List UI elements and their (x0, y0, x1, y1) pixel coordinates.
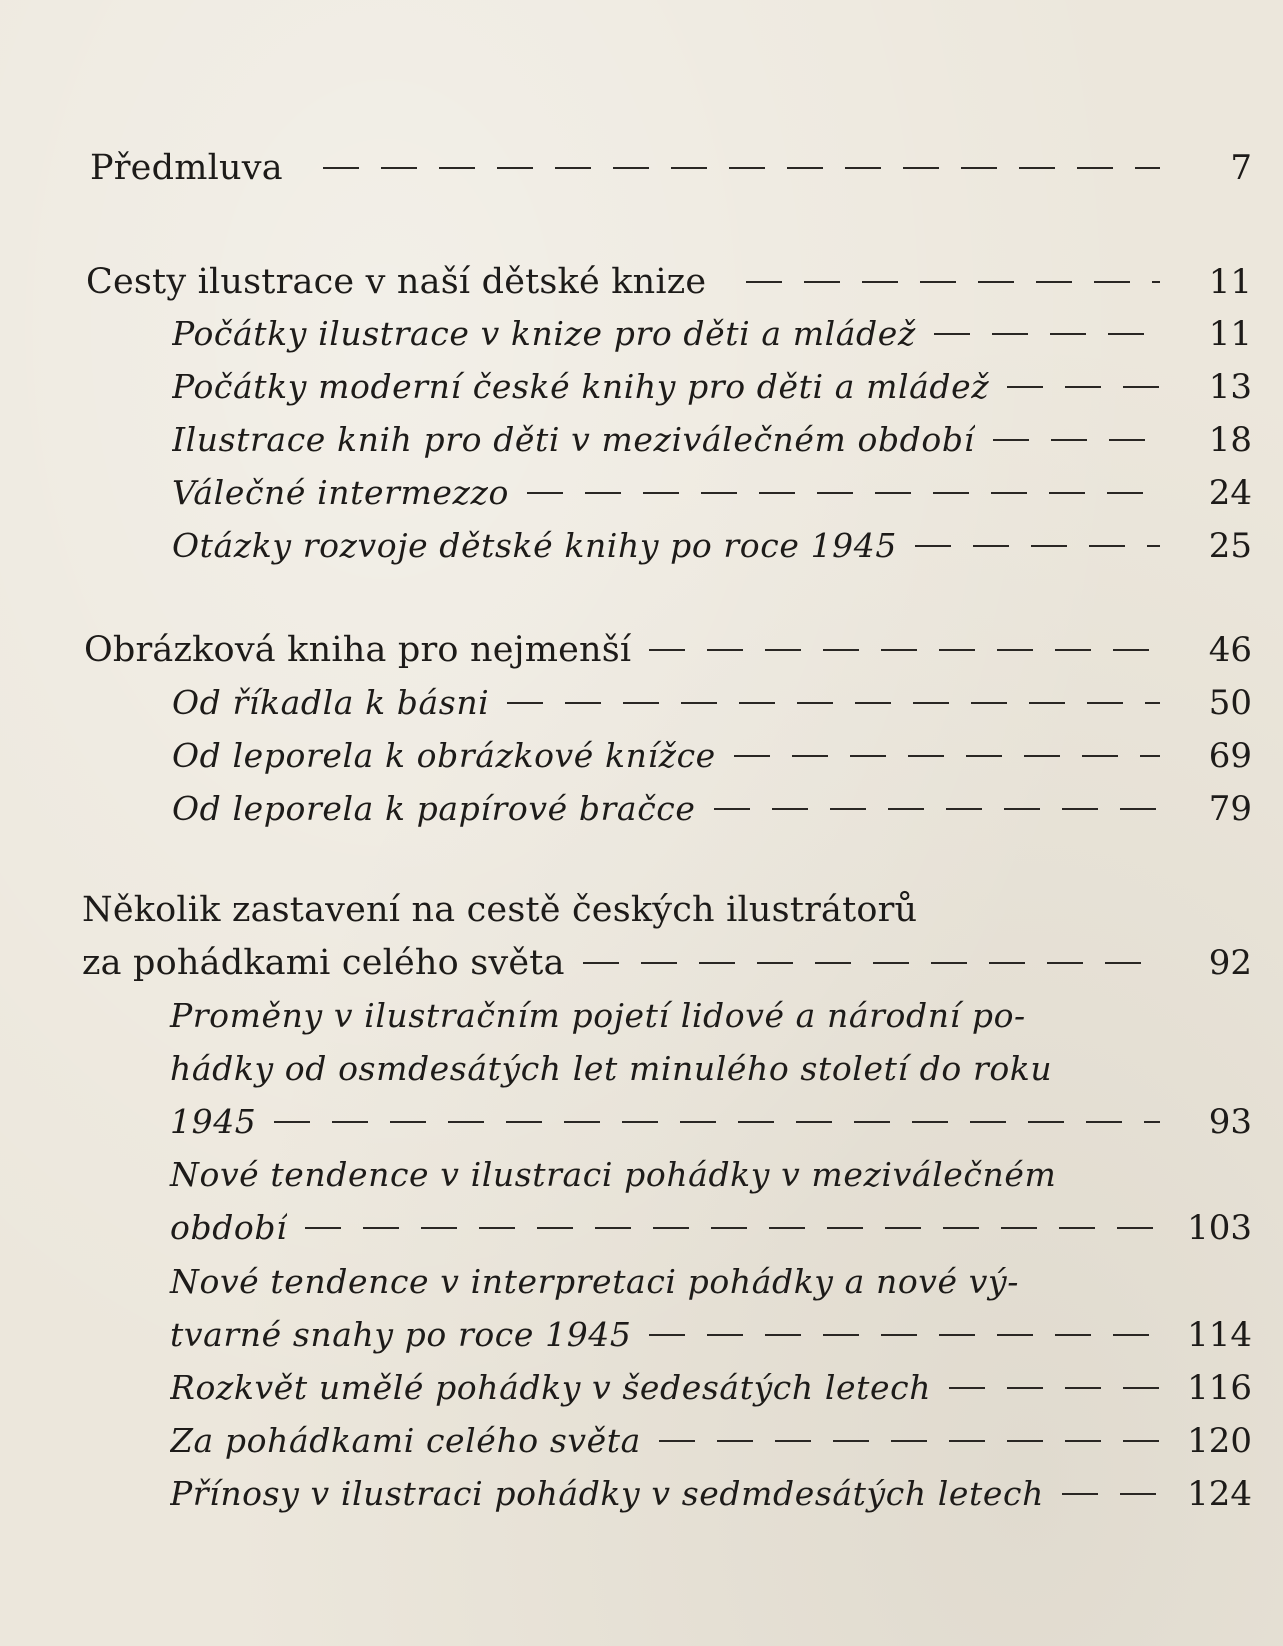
toc-item (170, 1315, 1252, 1355)
leader-dashes (323, 167, 1160, 170)
leader-dashes (274, 1121, 1160, 1124)
toc-page-number: 92 (1208, 943, 1252, 983)
toc-page-number: 124 (1187, 1474, 1252, 1514)
leader-dashes (993, 439, 1160, 442)
toc-section-2 (84, 630, 1252, 670)
leader-dashes (746, 281, 1160, 284)
leader-dashes (1062, 1493, 1160, 1496)
toc-entry-title: Od říkadla k básni (172, 683, 490, 722)
leader-dashes (659, 1440, 1160, 1443)
leader-dashes (649, 649, 1160, 652)
toc-page-number: 116 (1187, 1368, 1252, 1408)
toc-page-number: 50 (1208, 683, 1252, 723)
leader-dashes (527, 492, 1160, 495)
toc-item (172, 683, 1252, 723)
leader-dashes (583, 962, 1160, 965)
toc-item (170, 1208, 1252, 1248)
toc-section-1 (86, 262, 1252, 302)
toc-section-3 (82, 943, 1252, 983)
toc-item (170, 1421, 1252, 1461)
toc-entry-title: Za pohádkami celého světa (170, 1421, 641, 1460)
toc-page-number: 69 (1208, 736, 1252, 776)
toc-page-number: 11 (1208, 262, 1252, 302)
toc-entry-title: Přínosy v ilustraci pohádky v sedmdesátých letech (170, 1474, 1044, 1513)
toc-entry-title: Otázky rozvoje dětské knihy po roce 1945 (172, 526, 897, 565)
leader-dashes (934, 333, 1160, 336)
toc-entry-title: Počátky moderní české knihy pro děti a mládež (172, 367, 990, 406)
toc-item (170, 1474, 1252, 1514)
toc-item-line: Nové tendence v interpretaci pohádky a nové vý- (170, 1262, 1020, 1301)
toc-item (172, 314, 1252, 354)
toc-item (172, 789, 1252, 829)
toc-item (172, 736, 1252, 776)
toc-page-number: 13 (1208, 367, 1252, 407)
toc-item-line: Nové tendence v ilustraci pohádky v meziválečném (170, 1155, 1057, 1194)
toc-page-number: 7 (1230, 148, 1252, 188)
toc-item-line: Proměny v ilustračním pojetí lidové a národní po- (170, 996, 1026, 1035)
toc-entry-title: Obrázková kniha pro nejmenší (84, 630, 632, 670)
toc-page-number: 103 (1187, 1208, 1252, 1248)
toc-entry-title: Ilustrace knih pro děti v meziválečném období (172, 420, 975, 459)
leader-dashes (915, 545, 1160, 548)
toc-section-3-title-line1: Několik zastavení na cestě českých ilustrátorů (82, 890, 918, 930)
toc-entry-title: období (170, 1208, 288, 1247)
toc-entry-title: Předmluva (90, 148, 283, 188)
toc-entry-title: Válečné intermezzo (172, 473, 509, 512)
toc-item (172, 367, 1252, 407)
leader-dashes (1007, 386, 1160, 389)
toc-page-number: 24 (1208, 473, 1252, 513)
toc-entry-title: tvarné snahy po roce 1945 (170, 1315, 632, 1354)
toc-entry-title: 1945 (170, 1102, 257, 1141)
toc-entry-title: Od leporela k obrázkové knížce (172, 736, 716, 775)
toc-page-number: 120 (1187, 1421, 1252, 1461)
toc-entry-title: Počátky ilustrace v knize pro děti a mládež (172, 314, 916, 353)
leader-dashes (714, 808, 1160, 811)
leader-dashes (507, 702, 1160, 705)
leader-dashes (949, 1387, 1160, 1390)
toc-item (172, 420, 1252, 460)
toc-page-number: 18 (1208, 420, 1252, 460)
toc-page-number: 46 (1208, 630, 1252, 670)
toc-page-number: 93 (1208, 1102, 1252, 1142)
toc-entry-preface (90, 148, 1252, 188)
toc-item (172, 526, 1252, 566)
toc-entry-title: za pohádkami celého světa (82, 943, 565, 983)
toc-page-number: 79 (1208, 789, 1252, 829)
toc-item (172, 473, 1252, 513)
leader-dashes (649, 1334, 1160, 1337)
toc-item (170, 1368, 1252, 1408)
toc-item (170, 1102, 1252, 1142)
toc-page-number: 25 (1208, 526, 1252, 566)
toc-page-number: 11 (1208, 314, 1252, 354)
toc-page-number: 114 (1187, 1315, 1252, 1355)
toc-entry-title: Od leporela k papírové bračce (172, 789, 696, 828)
toc-entry-title: Rozkvět umělé pohádky v šedesátých letech (170, 1368, 932, 1407)
leader-dashes (305, 1227, 1160, 1230)
toc-entry-title: Cesty ilustrace v naší dětské knize (86, 262, 707, 302)
leader-dashes (734, 755, 1160, 758)
toc-item-line: hádky od osmdesátých let minulého století do roku (170, 1049, 1053, 1088)
